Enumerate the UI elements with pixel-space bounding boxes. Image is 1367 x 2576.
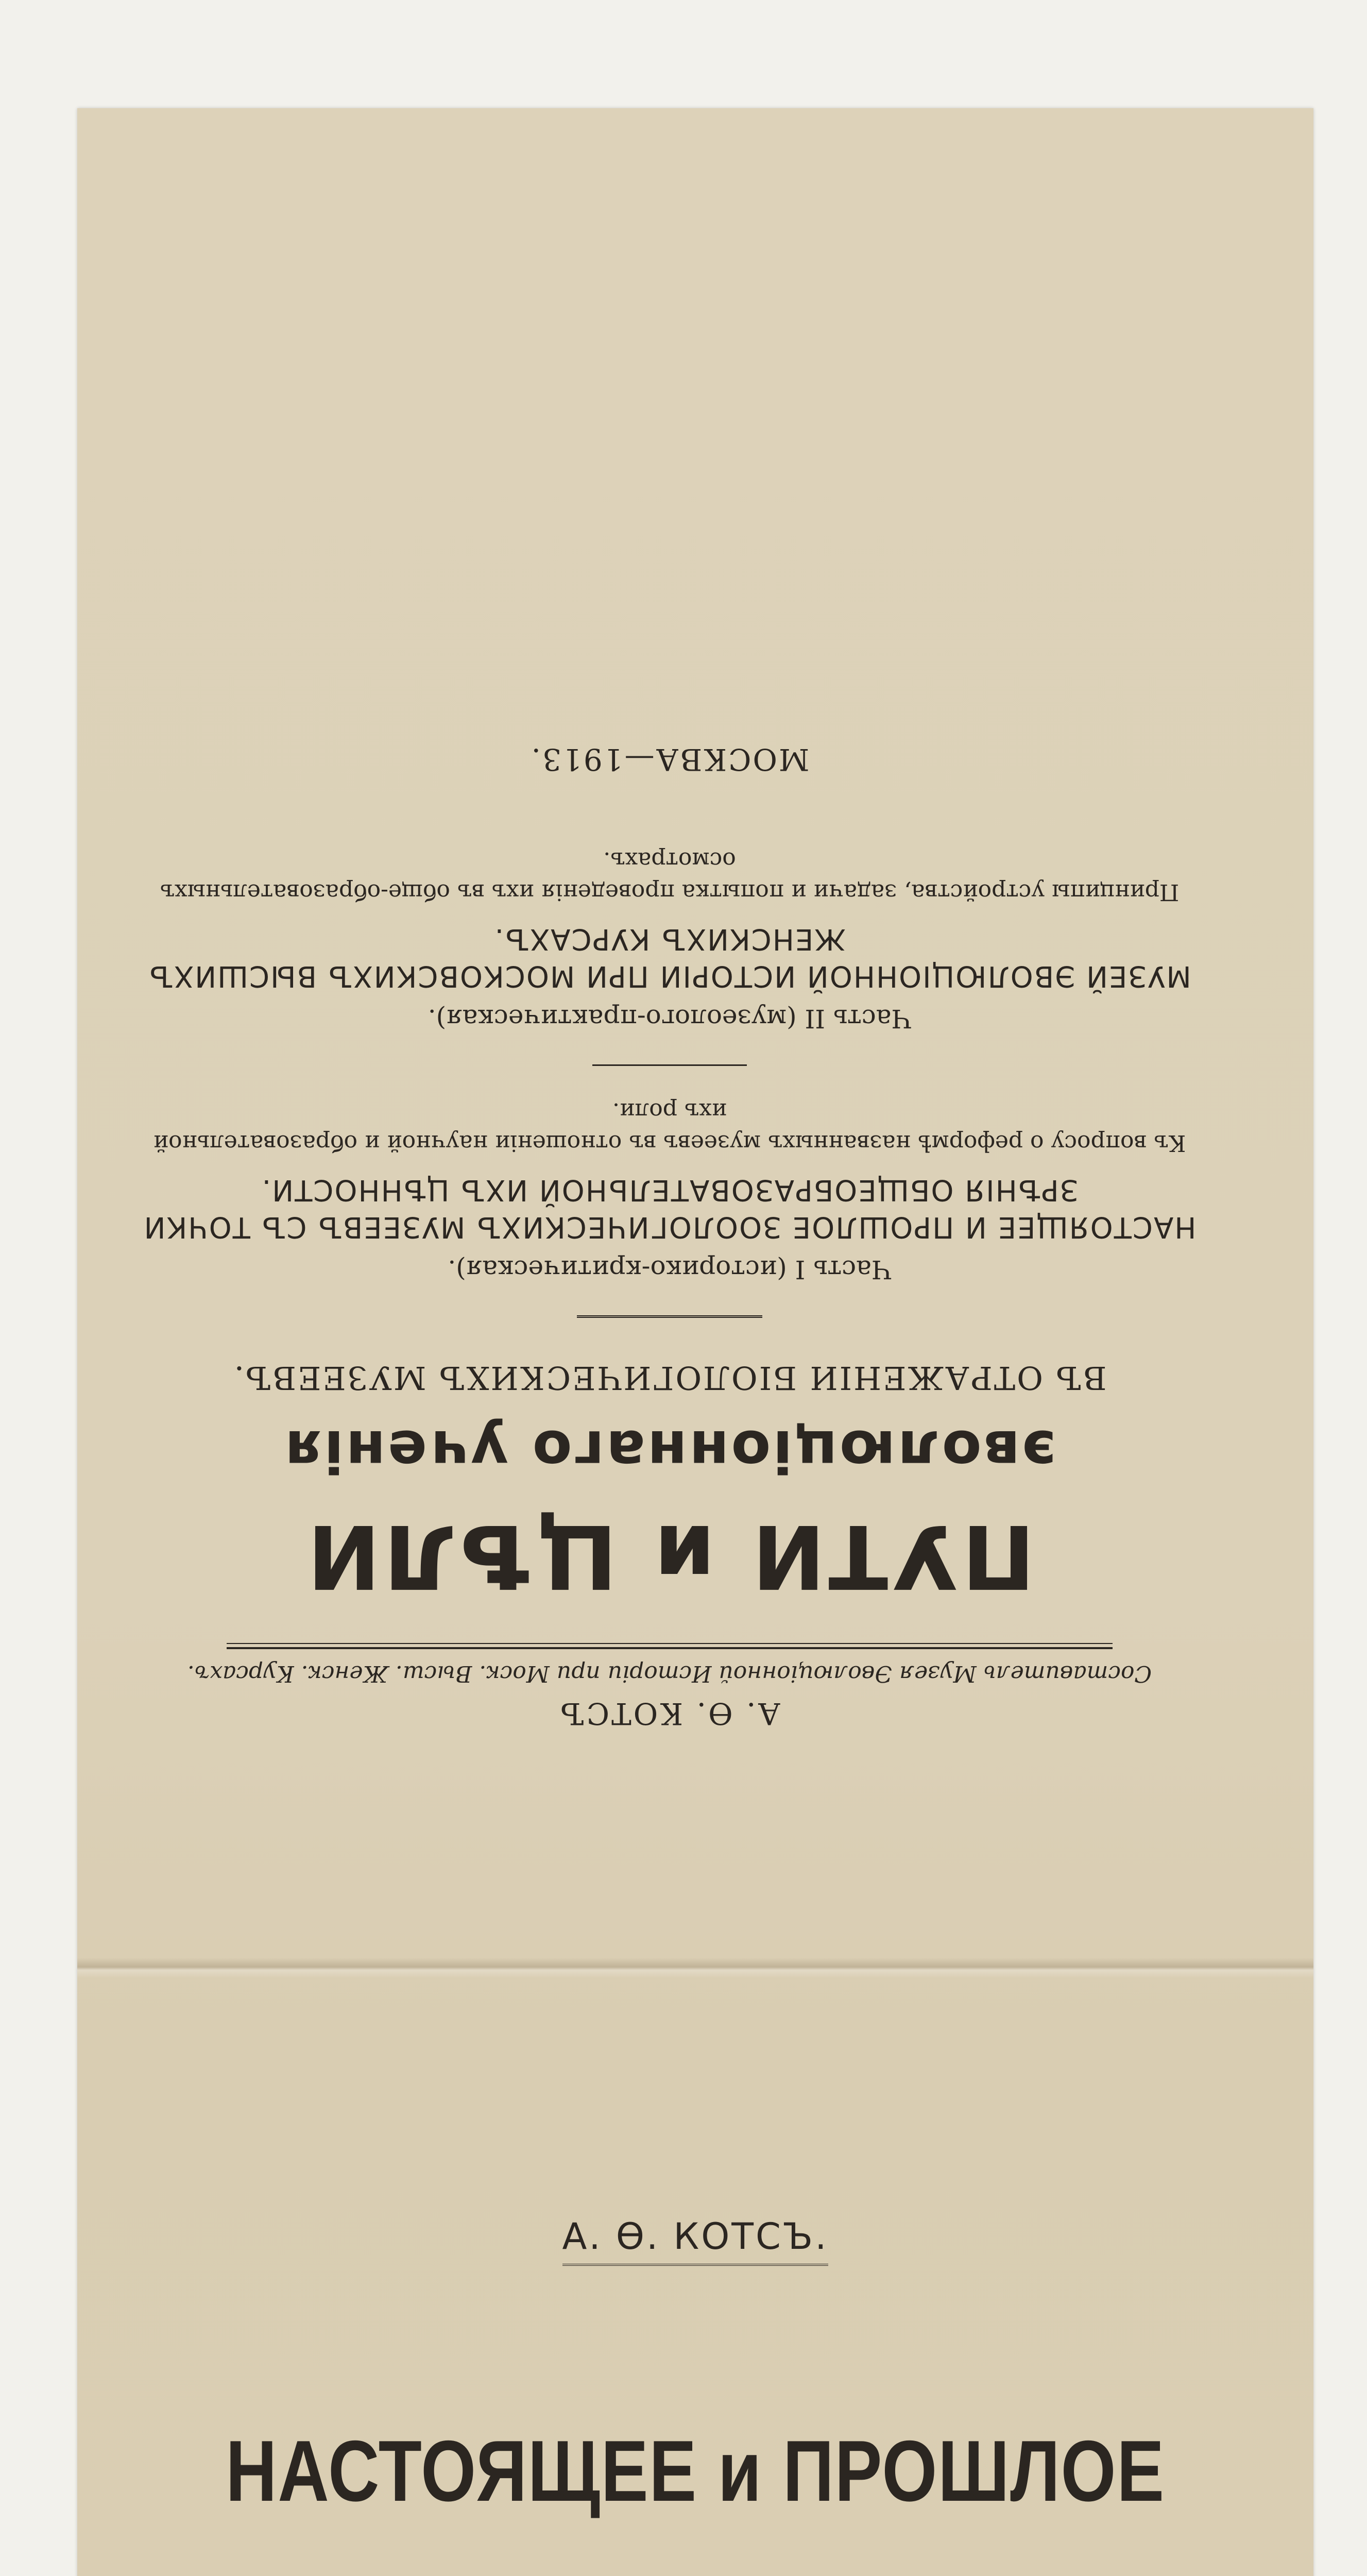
back-cover-upside-down	[129, 392, 1210, 1731]
back-author: А. Ѳ. КОТСЪ	[558, 1696, 781, 1731]
back-author-role: Составитель Музея Эволюціонной Исторіи при Моск. Высш. Женск. Курсахъ.	[187, 1660, 1152, 1687]
back-part1-title: НАСТОЯЩЕЕ И ПРОШЛОЕ ЗООЛОГИЧЕСКИХЪ МУЗЕЕВЪ СЪ ТОЧКИ ЗРѢНІЯ ОБЩЕОБРАЗОВАТЕЛЬНОЙ ИХЪ ЦѢННОСТИ.	[143, 1173, 1197, 1244]
back-city-year: МОСКВА—1913.	[529, 742, 810, 777]
back-part2-note: Принципы устройства, задачи и попытка проведенія ихъ въ обще-образовательныхъ осмотрахъ.	[160, 847, 1180, 905]
back-part2-heading: Часть II (музеолого-практическая).	[428, 1004, 912, 1033]
front-title-line1: НАСТОЯЩЕЕ и ПРОШЛОЕ	[226, 2422, 1165, 2519]
fold-crease	[77, 1958, 1313, 1978]
back-mid-rule	[592, 1064, 747, 1066]
back-double-rule	[227, 1643, 1113, 1649]
back-part1-heading: Часть I (историко-критическая).	[448, 1255, 892, 1284]
back-part1-note: Къ вопросу о реформѣ названныхъ музеевъ въ отношеніи научной и образовательной ихъ роли.	[153, 1098, 1186, 1156]
back-title-main: ПУТИ и ЦѢЛИ	[304, 1505, 1035, 1607]
front-author-text: А. Ѳ. КОТСЪ.	[562, 2215, 829, 2266]
back-divider	[577, 1315, 762, 1318]
back-part2-title: МУЗЕЙ ЭВОЛЮЦІОННОЙ ИСТОРІИ ПРИ МОСКОВСКИХЪ ВЫСШИХЪ ЖЕНСКИХЪ КУРСАХЪ.	[148, 922, 1191, 993]
front-author	[77, 2215, 1313, 2266]
back-title-sub: эволюціоннаго ученія	[283, 1417, 1056, 1484]
back-title-sub2: ВЪ ОТРАЖЕНІИ БІОЛОГИЧЕСКИХЪ МУЗЕЕВЪ.	[232, 1359, 1107, 1397]
